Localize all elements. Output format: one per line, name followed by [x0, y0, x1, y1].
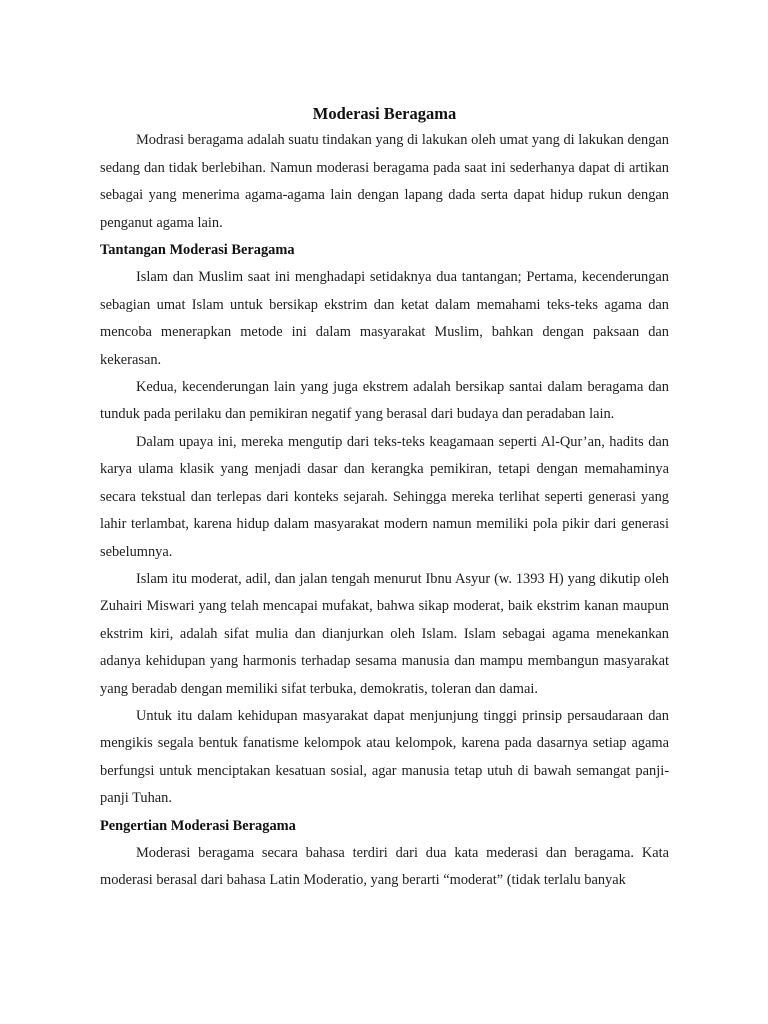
body-paragraph: Dalam upaya ini, mereka mengutip dari teks-teks keagamaan seperti Al-Qur’an, hadits dan karya ulama klasik yang menjadi dasar dan kerangka pemikiran, tetapi dengan memahaminya secara tekstual dan terlepas dari konteks sejarah. Sehingga mereka terlihat seperti generasi yang lahir terlambat, karena hidup dalam masyarakat modern namun memiliki pola pikir dari generasi sebelumnya.: [100, 433, 669, 560]
body-paragraph: Untuk itu dalam kehidupan masyarakat dapat menjunjung tinggi prinsip persaudaraan dan mengikis segala bentuk fanatisme kelompok atau kelompok, karena pada dasarnya setiap agama berfungsi untuk menciptakan kesatuan sosial, agar manusia tetap utuh di bawah semangat panji-panji Tuhan.: [100, 707, 669, 807]
body-paragraph: Kedua, kecenderungan lain yang juga ekstrem adalah bersikap santai dalam beragama dan tunduk pada perilaku dan pemikiran negatif yang berasal dari budaya dan peradaban lain.: [100, 379, 669, 423]
section-heading-pengertian: Pengertian Moderasi Beragama: [100, 817, 296, 834]
section-heading-tantangan: Tantangan Moderasi Beragama: [100, 242, 295, 259]
body-paragraph: Moderasi beragama secara bahasa terdiri dari dua kata mederasi dan beragama. Kata moderasi berasal dari bahasa Latin Moderatio, yang berarti “moderat” (tidak terlalu banyak: [100, 844, 669, 889]
body-paragraph: Islam itu moderat, adil, dan jalan tengah menurut Ibnu Asyur (w. 1393 H) yang dikutip oleh Zuhairi Miswari yang telah mencapai mufakat, bahwa sikap moderat, baik ekstrim kanan maupun ekstrim kiri, adalah sifat mulia dan dianjurkan oleh Islam. Islam sebagai agama menekankan adanya kehidupan yang harmonis terhadap sesama manusia dan mampu membangun masyarakat yang beradab dengan memiliki sifat terbuka, demokratis, toleran dan damai.: [100, 570, 669, 697]
document-page: [100, 100, 669, 895]
intro-paragraph: Modrasi beragama adalah suatu tindakan yang di lakukan oleh umat yang di lakukan dengan sedang dan tidak berlebihan. Namun moderasi beragama pada saat ini sederhanya dapat di artikan sebagai yang menerima agama-agama lain dengan lapang dada serta dapat hidup rukun dengan penganut agama lain.: [100, 132, 669, 231]
body-paragraph: Islam dan Muslim saat ini menghadapi setidaknya dua tantangan; Pertama, kecenderungan sebagian umat Islam untuk bersikap ekstrim dan ketat dalam memahami teks-teks agama dan mencoba menerapkan metode ini dalam masyarakat Muslim, bahkan dengan paksaan dan kekerasan.: [100, 269, 669, 368]
document-title: Moderasi Beragama: [312, 104, 457, 123]
